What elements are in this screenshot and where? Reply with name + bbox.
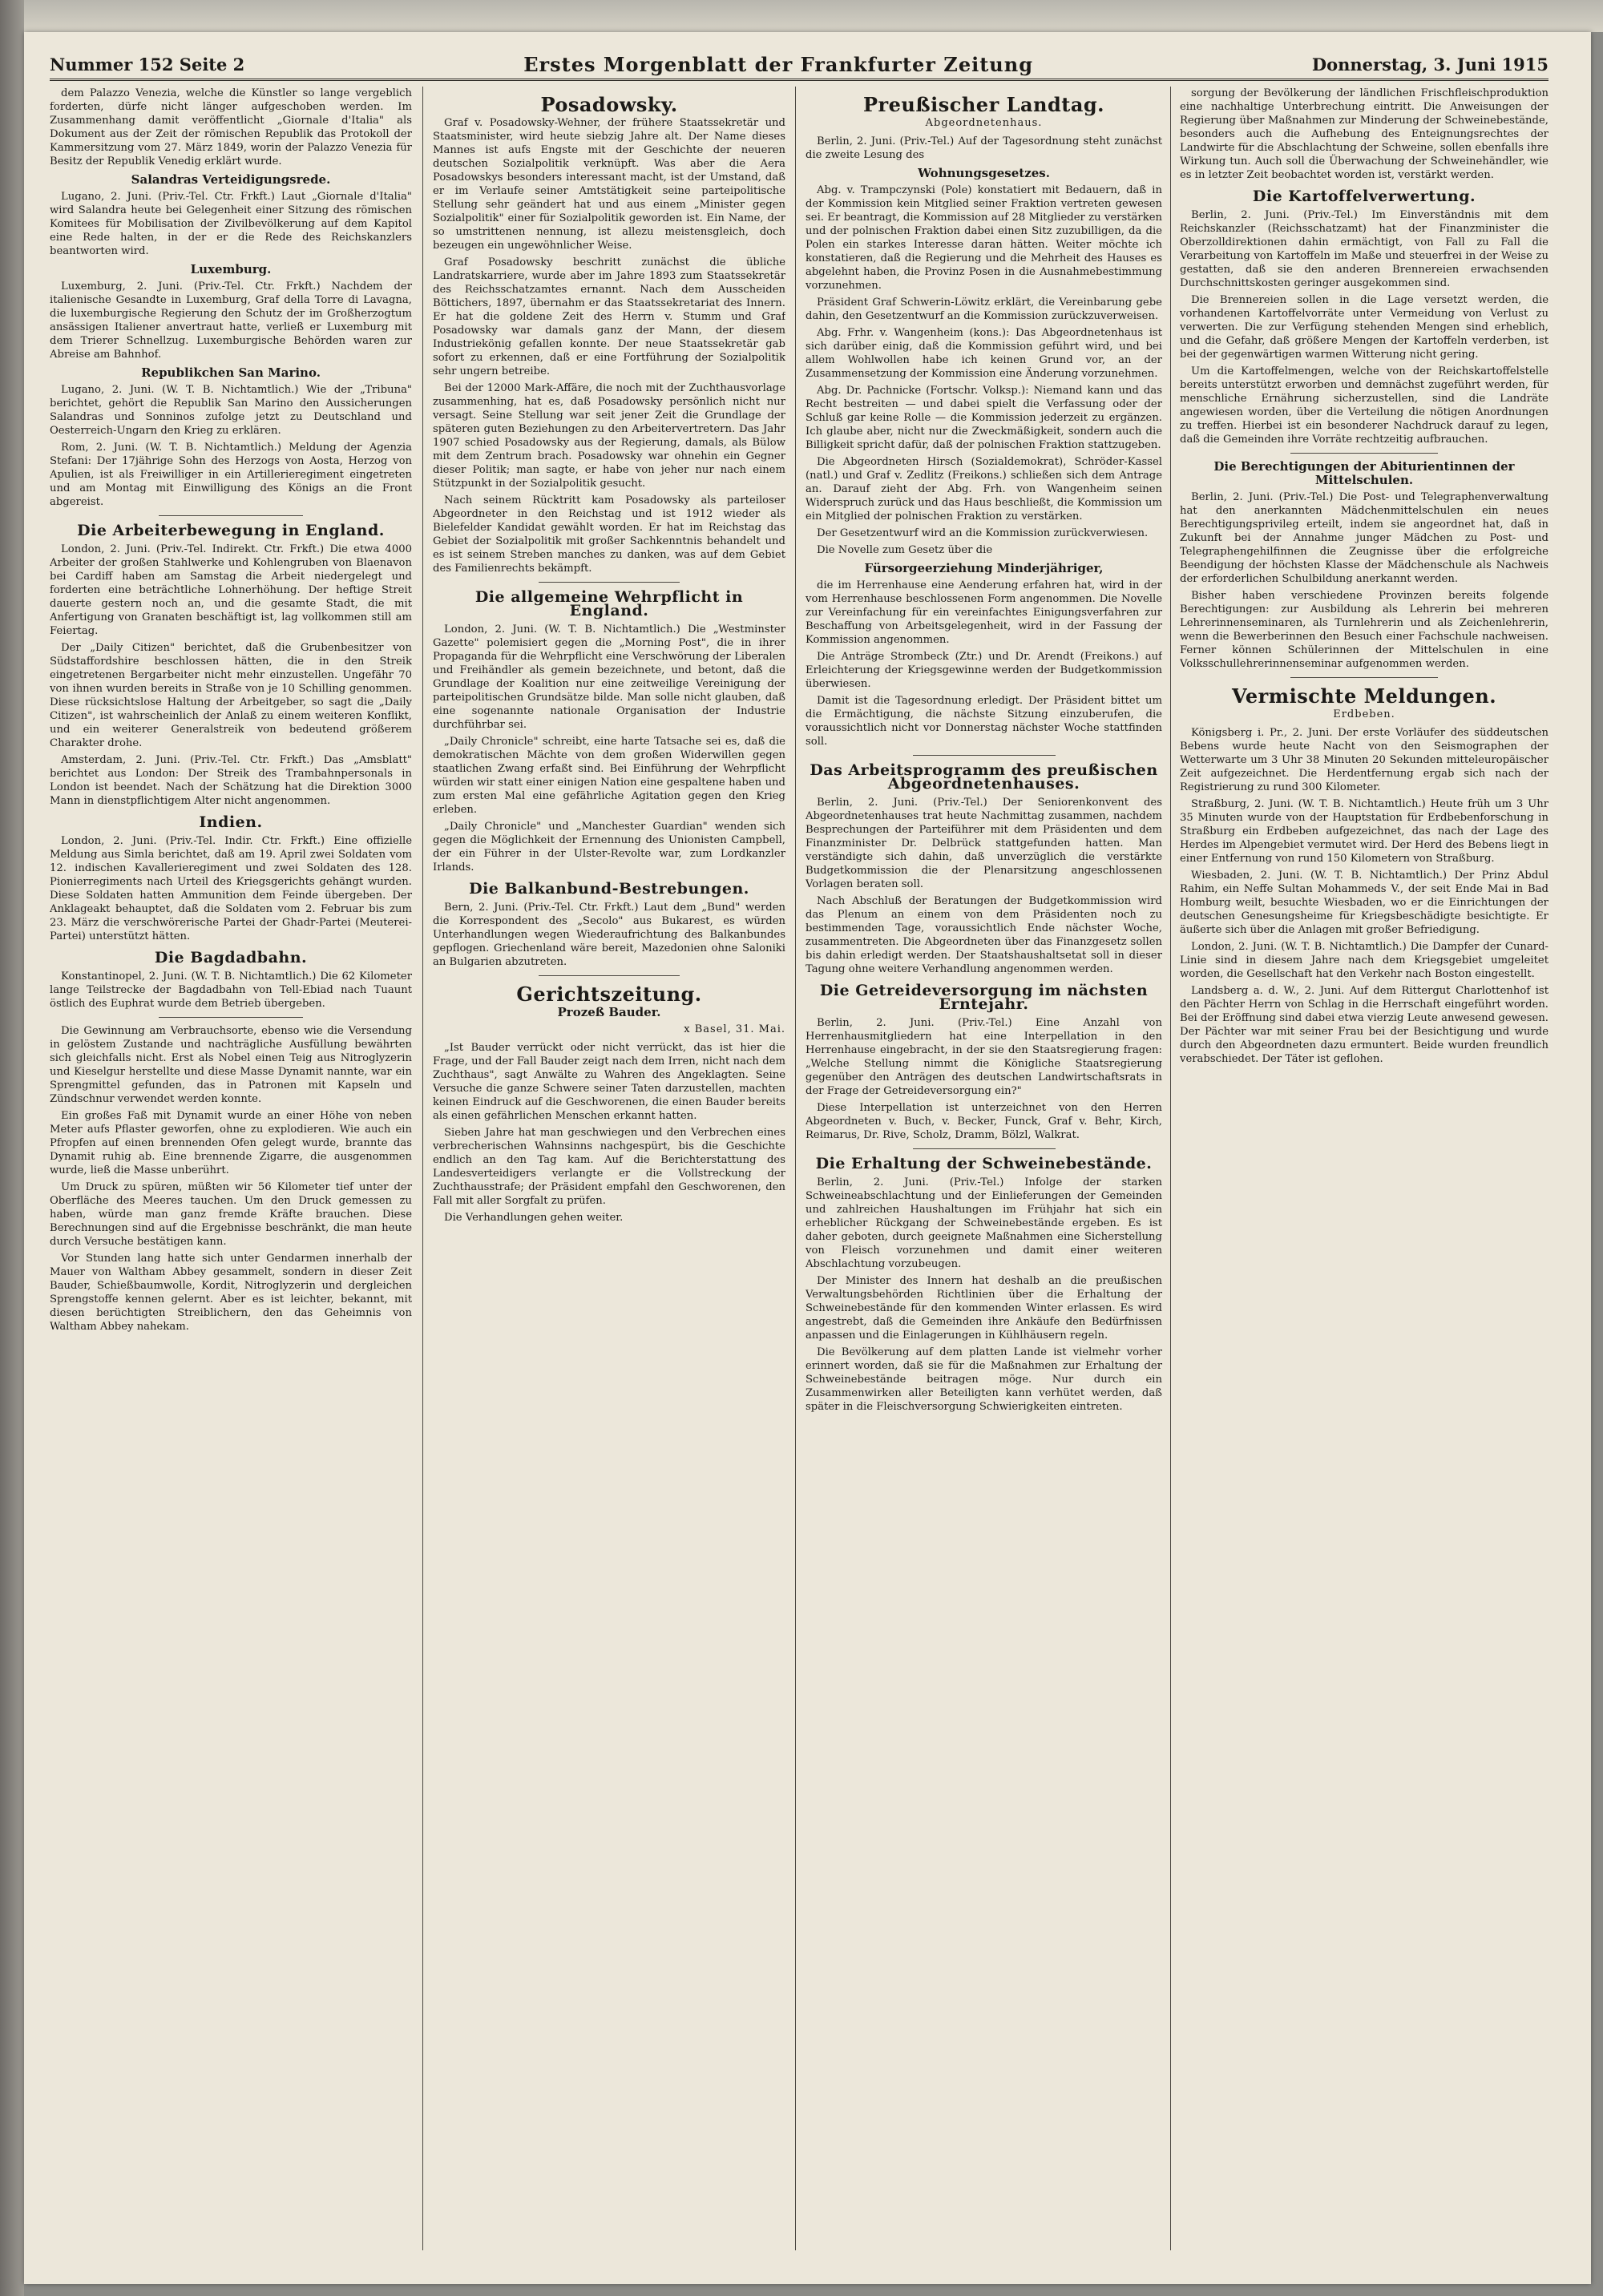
article-text: Berlin, 2. Juni. (Priv.-Tel.) Die Post- und Telegraphenverwaltung hat den anerkannten Mädchenmittelschulen ein neues Berechtigungsprivileg erteilt, indem sie angeordnet hat, daß in Zukunft bei der Annahme junger Mädchen zu Post- und Telegraphengehilfinnen die Zeugnisse über die erfolgreiche Beendigung der höchsten Klasse der Mädchenschule als Nachweis der erforderlichen Schulbildung anerkannt werden. [1180,491,1548,585]
article-text: Die Novelle zum Gesetz über die [817,544,993,556]
article-text: Der Gesetzentwurf wird an die Kommission zurückverwiesen. [817,527,1149,539]
article-text: Lugano, 2. Juni. (Priv.-Tel. Ctr. Frkft.) Laut „Giornale d'Italia" wird Salandra heute bei Gelegenheit einer Sitzung des römischen Komitees für Mobilisation der Zivilbevölkerung auf dem Kapitol eine Rede halten, in der er die Rede des Reichskanzlers beantworten wird. [50,191,412,257]
article-text: Bisher haben verschiedene Provinzen bereits folgende Berechtigungen: zur Ausbildung als Lehrerin bei mehreren Lehrerinnenseminaren, als Turnlehrerin und als Zeichenlehrerin, wenn die Bewerberinnen den Besuch einer Fachschule nachweisen. Ferner können Schülerinnen der Mittelschulen in eine Volksschullehrerinnenseminar aufgenommen werden. [1180,590,1548,670]
headline: Die Kartoffelverwertung. [1252,188,1476,205]
headline: Gerichtszeitung. [516,983,702,1006]
page-header [50,50,1548,81]
article-text: Damit ist die Tagesordnung erledigt. Der Präsident bittet um die Ermächtigung, die nächste Sitzung einzuberufen, die voraussichtlich nicht vor Donnerstag nächster Woche stattfinden soll. [806,695,1162,748]
headline: Die Berechtigungen der Abiturientinnen der Mittelschulen. [1213,459,1515,487]
headline: Die allgemeine Wehrpflicht in England. [474,588,744,619]
separator [1290,677,1438,678]
article-text: Rom, 2. Juni. (W. T. B. Nichtamtlich.) Meldung der Agenzia Stefani: Der 17jährige Sohn des Herzogs von Aosta, Herzog von Apulien, ist als Freiwilliger in ein Artillerieregiment eingetreten und am Montag mit Einwilligung des Königs an die Front abgereist. [50,442,412,508]
column-1 [50,87,412,2250]
article-text: Graf v. Posadowsky-Wehner, der frühere Staatssekretär und Staatsminister, wird heute siebzig Jahre alt. Der Name dieses Mannes ist aufs Engste mit der Geschichte der neueren deutschen Sozialpolitik verknüpft. Was aber die Aera Posadowskys besonders interessant macht, ist der Umstand, daß er im Verlaufe seiner Amtstätigkeit seine parteipolitische Stellung sehr geändert hat und aus einem „Minister gegen Sozialpolitik" einer für Sozialpolitik geworden ist. Ein Name, der so umstrittenen nennung, ist allezu meistensgleich, doch bezeugen ein ungewöhnlicher Weise. [433,117,785,252]
article-text: London, 2. Juni. (Priv.-Tel. Indir. Ctr. Frkft.) Eine offizielle Meldung aus Simla berichtet, daß am 19. April zwei Soldaten vom 12. indischen Kavallerieregiment und zwei Soldaten des 128. Pionierregiments nach Urteil des Kriegsgerichts gehängt wurden. Diese Soldaten hatten Ammunition dem Feinde übergeben. Der Anklageakt behauptet, daß die Soldaten vom 2. Februar bis zum 23. März die verschwörerische Partei der Ghadr-Partei (Meuterei-Partei) unterstützt hätten. [50,835,412,942]
dateline: x Basel, 31. Mai. [684,1023,785,1035]
column-rule-3 [1170,87,1171,2250]
article-text: London, 2. Juni. (W. T. B. Nichtamtlich.) Die Dampfer der Cunard-Linie sind in diesem Jahre nach dem Kriegsgebiet umgeleitet worden, die Gesellschaft hat den Verkehr nach Boston eingestellt. [1180,941,1548,980]
separator [1290,453,1438,454]
article-text: Um die Kartoffelmengen, welche von der Reichskartoffelstelle bereits unterstützt erworben und demnächst zugeführt werden, für menschliche Ernährung sicherzustellen, sind die Landräte angewiesen worden, über die Verteilung die nötigen Anordnungen zu treffen. Hierbei ist ein besonderer Nachdruck darauf zu legen, daß die Gemeinden ihre Vorräte rechtzeitig aufbrauchen. [1180,365,1548,446]
header-date: Donnerstag, 3. Juni 1915 [1311,54,1548,75]
article-text: Ein großes Faß mit Dynamit wurde an einer Höhe von neben Meter aufs Pflaster geworfen, ohne zu explodieren. Wie auch ein Pfropfen auf einen brennenden Ofen gelegt wurde, brannte das Dynamit ruhig ab. Eine brennende Zigarre, die ausgenommen wurde, ließ die Masse unberührt. [50,1110,412,1176]
article-text: Nach seinem Rücktritt kam Posadowsky als parteiloser Abgeordneter in den Reichstag und ist 1912 wieder als Bielefelder Kandidat gewählt worden. Er hat im Reichstag das Gebiet der Sozialpolitik mit großer Sachkenntnis behandelt und es ist seinem Streben manches zu danken, was auf dem Gebiet des Familienrechts bekämpft. [433,494,785,575]
article-text: Wiesbaden, 2. Juni. (W. T. B. Nichtamtlich.) Der Prinz Abdul Rahim, ein Neffe Sultan Mohammeds V., der seit Ende Mai in Bad Homburg weilt, besuchte Wiesbaden, wo er die Einrichtungen der deutschen Genesungsheime für Kriegsbeschädigte besichtigte. Er äußerte sich über die Anlagen mit großer Befriedigung. [1180,870,1548,936]
article-text: die im Herrenhause eine Aenderung erfahren hat, wird in der vom Herrenhause beschlossenen Form angenommen. Die Novelle zur Vereinfachung für ein vereinfachtes Einigungsverfahren zur Beschaffung von Arbeitsgelegenheit, wird in der Fassung der Kommission angenommen. [806,579,1162,646]
article-text: Luxemburg, 2. Juni. (Priv.-Tel. Ctr. Frkft.) Nachdem der italienische Gesandte in Luxemburg, Graf della Torre di Lavagna, die luxemburgische Regierung den Schutz der im Großherzogtum ansässigen Italiener anvertraut hatte, verließ er Luxemburg mit dem Trierer Schnellzug. Luxemburgische Behörden waren zur Abreise am Bahnhof. [50,280,412,361]
header-issue-page: Nummer 152 Seite 2 [50,54,245,75]
article-text: Diese Interpellation ist unterzeichnet von den Herren Abgeordneten v. Buch, v. Becker, Funck, Graf v. Behr, Kirch, Reimarus, Dr. Rive, Scholz, Dramm, Bölzl, Walkrat. [806,1102,1162,1141]
article-text: „Daily Chronicle" schreibt, eine harte Tatsache sei es, daß die demokratischen Mächte von dem großen Widerwillen gegen staatlichen Zwang erfaßt sind. Bei Einführung der Wehrpflicht würden wir statt einer einigen Nation eine gespaltene haben und zum ersten Mal eine gefährliche Agitation gegen den Krieg erleben. [433,736,785,816]
article-text: sorgung der Bevölkerung der ländlichen Frischfleischproduktion eine nachhaltige Unterbrechung eintritt. Die Anweisungen der Regierung über Maßnahmen zur Minderung der Schweinebestände, besonders auch die Aufhebung des Enteignungsrechtes der Landwirte für die Abschlachtung der Schweine, sollen ebenfalls ihre Wirkung tun. Auch soll die Überwachung der Schweinehändler, wie es in letzter Zeit beobachtet worden ist, verstärkt werden. [1180,87,1548,181]
headline: Indien. [199,813,263,831]
top-edge [0,0,1603,32]
headline: Die Arbeiterbewegung in England. [77,522,385,539]
headline: Vermischte Meldungen. [1231,684,1497,708]
article-text: Sieben Jahre hat man geschwiegen und den Verbrechen eines verbrecherischen Wahnsinns nachgespürt, bis die Geschichte endlich an den Tag kam. Auf die Berichterstattung des Landesverteidigers verlangte er die Vollstreckung der Zuchthausstrafe; der Präsident empfahl den Geschworenen, den Fall mit aller Sorgfalt zu prüfen. [433,1127,785,1207]
headline: Die Bagdadbahn. [154,949,308,966]
article-text: dem Palazzo Venezia, welche die Künstler so lange vergeblich forderten, dürfe nicht länger aufgeschoben werden. Im Zusammenhang damit veröffentlicht „Giornale d'Italia" als Dokument aus der Zeit der römischen Republik das Protokoll der Kammersitzung vom 27. März 1849, worin der Palazzo Venezia für Besitz der Republik Venedig erklärt wurde. [50,87,412,167]
separator [159,1017,304,1018]
article-text: Abg. v. Trampczynski (Pole) konstatiert mit Bedauern, daß in der Kommission kein Mitglied seiner Fraktion vertreten gewesen sei. Er beantragt, die Kommission auf 28 Mitglieder zu verstärken und der polnischen Fraktion dabei einen Sitz zuzubilligen, da die Polen ein starkes Interesse daran hätten. Weiter möchte ich konstatieren, daß die Regierung und die Mehrheit des Hauses es abgelehnt haben, die Provinz Posen in die Ausnahmebestimmung vorzunehmen. [806,184,1162,292]
article-text: Die Anträge Strombeck (Ztr.) und Dr. Arendt (Freikons.) auf Erleichterung der Kriegsgewinne werden der Budgetkommission überwiesen. [806,651,1162,690]
article-text: Nach Abschluß der Beratungen der Budgetkommission wird das Plenum an einem von dem Präsidenten noch zu bestimmenden Tage, voraussichtlich Ende nächster Woche, zusammentreten. Die Abgeordneten über das Finanzgesetz sollen bis dahin erledigt werden. Der Staatshaushaltsetat soll in dieser Tagung ohne weitere Verhandlung angenommen werden. [806,895,1162,975]
article-text: Amsterdam, 2. Juni. (Priv.-Tel. Ctr. Frkft.) Das „Amsblatt" berichtet aus London: Der Streik des Trambahnpersonals in London ist beendet. Nach der Schätzung hat die Direktion 3000 Mann in dienstpflichtigem Alter nicht angenommen. [50,754,412,807]
article-text: Vor Stunden lang hatte sich unter Gendarmen innerhalb der Mauer von Waltham Abbey gesammelt, sondern in dieser Zeit Bauder, Schießbaumwolle, Kordit, Nitroglyzerin und dergleichen Sprengstoffe kennen gelernt. Aber es ist leichter, bekannt, mit diesen berüchtigten Streiblichern, den das Geheimnis von Waltham Abbey nahekam. [50,1253,412,1333]
separator [913,1148,1056,1149]
article-text: „Ist Bauder verrückt oder nicht verrückt, das ist hier die Frage, und der Fall Bauder zeigt nach dem Irren, nicht nach dem Zuchthaus", sagt Anwälte zu Wahren des Angeklagten. Seine Versuche die ganze Schwere seiner Taten darzustellen, machten keinen Eindruck auf die Geschworenen, die einen Bauder bereits als einen gefährlichen Menschen erkannt hatten. [433,1042,785,1122]
article-text: Straßburg, 2. Juni. (W. T. B. Nichtamtlich.) Heute früh um 3 Uhr 35 Minuten wurde von der Hauptstation für Erdbebenforschung in Straßburg ein Erdbeben aufgezeichnet, das nach der Lage des Herdes im Alpengebiet vermutet wird. Der Herd des Bebens liegt in einer Entfernung von rund 150 Kilometern von Straßburg. [1180,798,1548,865]
headline: Die Balkanbund-Bestrebungen. [469,880,749,898]
separator [539,582,680,583]
article-text: Präsident Graf Schwerin-Löwitz erklärt, die Vereinbarung gebe dahin, den Gesetzentwurf an die Kommission zurückzuverweisen. [806,297,1162,322]
article-text: Berlin, 2. Juni. (Priv.-Tel.) Der Seniorenkonvent des Abgeordnetenhauses trat heute Nachmittag zusammen, nachdem Besprechungen der Parteiführer mit dem Präsidenten und dem Finanzminister Dr. Delbrück stattgefunden hatten. Man verständigte sich dahin, daß unverzüglich die verstärkte Budgetkommission die der Plenarsitzung angeschlossenen Vorlagen beraten soll. [806,797,1162,890]
article-text: Die Gewinnung am Verbrauchsorte, ebenso wie die Versendung in gelöstem Zustande und nachträgliche Ausfüllung bewährten sich gleichfalls nicht. Erst als Nobel einen Teig aus Nitroglyzerin und Kieselgur herstellte und diese Masse Dynamit nannte, war ein Sprengmittel gefunden, das in Patronen mit Kapseln und Zündschnur verwendet werden konnte. [50,1025,412,1105]
column-4 [1180,87,1548,2250]
column-2 [433,87,785,2250]
article-text: Berlin, 2. Juni. (Priv.-Tel.) Eine Anzahl von Herrenhausmitgliedern hat eine Interpellation in den Herrenhause eingebracht, in der sie den Staatsregierung fragen: „Welche Stellung nimmt die Königliche Staatsregierung gegenüber den Anträgen des deutschen Landwirtschaftsrats in der Frage der Getreideversorgung ein?" [806,1017,1162,1097]
headline: Das Arbeitsprogramm des preußischen Abgeordnetenhauses. [810,761,1158,793]
headline: Republikchen San Marino. [141,365,321,380]
article-text: Der Minister des Innern hat deshalb an die preußischen Verwaltungsbehörden Richtlinien über die Erhaltung der Schweinebestände für den kommenden Winter erlassen. Es wird angestrebt, daß die Gemeinden ihre Ankäufe den Bedürfnissen anpassen und die Einlagerungen in Kühlhäusern regeln. [806,1275,1162,1342]
column-rule-1 [422,87,423,2250]
separator [159,515,304,516]
article-text: Lugano, 2. Juni. (W. T. B. Nichtamtlich.) Wie der „Tribuna" berichtet, gehört die Republik San Marino den Aussicherungen Salandras und Sonninos zufolge jetzt zu Deutschland und Oesterreich-Ungarn den Krieg zu erklären. [50,384,412,437]
article-text: Die Abgeordneten Hirsch (Sozialdemokrat), Schröder-Kassel (natl.) und Graf v. Zedlitz (Freikons.) schließen sich dem Antrage an. Darauf zieht der Abg. Frh. von Wangenheim seinen Widerspruch zurück und das Haus beschließt, die Kommission um ein Mitglied der polnischen Fraktion zu verstärken. [806,456,1162,523]
article-text: Bern, 2. Juni. (Priv.-Tel. Ctr. Frkft.) Laut dem „Bund" werden die Korrespondent des „Secolo" aus Bukarest, es würden Unterhandlungen wegen Wiederaufrichtung des Balkanbundes gepflogen. Griechenland wäre bereit, Mazedonien ohne Saloniki an Bulgarien abzutreten. [433,902,785,968]
subheadline: Wohnungsgesetzes. [918,166,1050,180]
column-rule-2 [795,87,796,2250]
article-text: Graf Posadowsky beschritt zunächst die übliche Landratskarriere, wurde aber im Jahre 1893 zum Staatssekretär des Reichsschatzamtes ernannt. Nach dem Ausscheiden Böttichers, 1897, übernahm er das Staatssekretariat des Innern. Er hat die goldene Zeit des Herrn v. Stumm und Graf Posadowsky war damals ganz der Mann, der diesem Industriekönig gefallen konnte. Der neue Staatssekretär gab sofort zu erkennen, daß er eine Fortführung der Sozialpolitik sehr ungern betreibe. [433,256,785,377]
article-text: Berlin, 2. Juni. (Priv.-Tel.) Auf der Tagesordnung steht zunächst die zweite Lesung des [806,135,1162,161]
column-3 [806,87,1162,2250]
headline: Salandras Verteidigungsrede. [131,172,331,187]
article-text: Die Verhandlungen gehen weiter. [444,1212,624,1224]
article-text: Bei der 12000 Mark-Affäre, die noch mit der Zuchthausvorlage zusammenhing, hat es, daß Posadowsky persönlich nicht nur versagt. Seine Stellung war seit jener Zeit die Grundlage der späteren guten Beziehungen zu den Arbeitervertretern. Das Jahr 1907 schied Posadowsky aus der Regierung, damals, als Bülow mit dem Zentrum brach. Posadowsky war ohnehin ein Gegner dieser Politik; man sagte, er habe von jeher nur nach einem Stützpunkt in der Sozialpolitik gesucht. [433,382,785,490]
separator [539,975,680,976]
article-text: Landsberg a. d. W., 2. Juni. Auf dem Rittergut Charlottenhof ist den Pächter Herrn von Schlag in die Herrschaft eingeführt worden. Bei der Eröffnung sind dabei etwa vierzig Leute anwesend gewesen. Der Pächter war mit seiner Frau bei der Besichtigung und wurde durch den Abgeordneten dazu ermuntert. Beide wurden freundlich verabschiedet. Der Täter ist geflohen. [1180,985,1548,1065]
article-text: Abg. Dr. Pachnicke (Fortschr. Volksp.): Niemand kann und das Recht bestreiten — und dabei spielt die Verfassung oder der Schluß gar keine Rolle — die Kommission jederzeit zu ergänzen. Ich glaube aber, nicht nur die Zweckmäßigkeit, sondern auch die Billigkeit spricht dafür, daß der polnischen Fraktion stattzugeben. [806,385,1162,451]
article-text: London, 2. Juni. (W. T. B. Nichtamtlich.) Die „Westminster Gazette" polemisiert gegen die „Morning Post", die in ihrer Propaganda für die Wehrpflicht eine Verschwörung der Liberalen und Freihändler als gemein bezeichnete, und betont, daß die Grundlage der Koalition nur eine zeitweilige Vereinigung der parteipolitischen Grundsätze bilde. Man solle nicht glauben, daß eine sogenannte nationale Organisation der Industrie durchführbar sei. [433,623,785,731]
subheadline: Fürsorgeerziehung Minderjähriger, [864,561,1104,575]
article-text: Die Brennereien sollen in die Lage versetzt werden, die vorhandenen Kartoffelvorräte unter Vermeidung von Verlust zu verwerten. Die zur Verfügung stehenden Mengen sind erheblich, und die Gefahr, daß größere Mengen der Kartoffeln verderben, ist bei der gegenwärtigen warmen Witterung nicht gering. [1180,294,1548,361]
binding-edge [0,0,24,2296]
header-masthead: Erstes Morgenblatt der Frankfurter Zeitung [523,52,1033,76]
subheadline: Erdbeben. [1333,708,1395,720]
separator [913,755,1056,756]
article-text: Königsberg i. Pr., 2. Juni. Der erste Vorläufer des süddeutschen Bebens wurde heute Nacht von den Seismographen der Wetterwarte um 3 Uhr 38 Minuten 20 Sekunden mitteleuropäischer Zeit aufgezeichnet. Die Herdentfernung ergab sich nach der Registrierung zu rund 300 Kilometer. [1180,727,1548,793]
article-text: „Daily Chronicle" und „Manchester Guardian" wenden sich gegen die Möglichkeit der Ernennung des Unionisten Campbell, der ein Führer in der Ulster-Revolte war, zum Lordkanzler Irlands. [433,821,785,874]
article-text: Um Druck zu spüren, müßten wir 56 Kilometer tief unter der Oberfläche des Meeres tauchen. Um den Druck gemessen zu haben, würde man ganz fremde Kräfte brauchen. Diese Berechnungen sind auf die Ergebnisse beschränkt, die man heute durch Versuche bestätigen kann. [50,1181,412,1248]
subheadline: Prozeß Bauder. [557,1005,661,1019]
article-text: Die Bevölkerung auf dem platten Lande ist vielmehr vorher erinnert worden, daß sie für die Maßnahmen zur Erhaltung der Schweinebestände beitragen möge. Nur durch ein Zusammenwirken aller Beteiligten kann verhütet werden, daß später in die Fleischversorgung Schwierigkeiten eintreten. [806,1346,1162,1413]
headline: Preußischer Landtag. [862,93,1105,116]
headline: Die Getreideversorgung im nächsten Erntejahr. [819,982,1149,1013]
article-text: Berlin, 2. Juni. (Priv.-Tel.) Infolge der starken Schweineabschlachtung und der Einlieferungen der Gemeinden und zahlreichen Haushaltungen im Frühjahr hat sich ein erheblicher Rückgang der Schweinebestände ergeben. Es ist daher geboten, durch geeignete Maßnahmen eine Sicherstellung von Fleisch vorzunehmen und damit einer weiteren Abschlachtung vorzubeugen. [806,1176,1162,1270]
subheadline: Abgeordnetenhaus. [925,117,1043,129]
article-text: Konstantinopel, 2. Juni. (W. T. B. Nichtamtlich.) Die 62 Kilometer lange Teilstrecke der Bagdadbahn von Tell-Ebiad nach Tuaunt östlich des Euphrat wurde dem Betrieb übergeben. [50,970,412,1010]
article-text: London, 2. Juni. (Priv.-Tel. Indirekt. Ctr. Frkft.) Die etwa 4000 Arbeiter der großen Stahlwerke und Kohlengruben von Blaenavon bei Cardiff haben am Samstag die Arbeit niedergelegt und forderten eine beträchtliche Lohnerhöhung. Der heftige Streit dauerte gestern noch an, und die gesamte Stadt, die mit Anfertigung von Granaten beschäftigt ist, lag vollkommen still am Feiertag. [50,543,412,637]
headline: Luxemburg. [190,262,272,276]
article-text: Der „Daily Citizen" berichtet, daß die Grubenbesitzer von Südstaffordshire beschlossen hätten, die in den Streik eingetretenen Bergarbeiter nicht mehr einzustellen. Ungefähr 70 von ihnen wurden bereits in Straße von je 10 Schilling genommen. Diese rücksichtslose Haltung der Arbeitgeber, so sagt die „Daily Citizen", ist wahrscheinlich der Anlaß zu einem weiteren Konflikt, und ein weiterer Generalstreik von bedeutend größerem Charakter drohe. [50,642,412,749]
article-text: Berlin, 2. Juni. (Priv.-Tel.) Im Einverständnis mit dem Reichskanzler (Reichsschatzamt) hat der Finanzminister die Oberzolldirektionen dahin ermächtigt, von Fall zu Fall die Verarbeitung von Kartoffeln im Maße und steuerfrei in der Weise zu gestatten, daß sie den anderen Brennereien erwachsenden Durchschnittskosten geringer ausgekommen sind. [1180,209,1548,289]
headline: Die Erhaltung der Schweinebestände. [815,1155,1153,1172]
article-text: Abg. Frhr. v. Wangenheim (kons.): Das Abgeordnetenhaus ist sich darüber einig, daß die Kommission geführt wird, und bei allem Wohlwollen habe ich keinen Grund vor, an der Zusammensetzung der Kommission eine Änderung vorzunehmen. [806,327,1162,380]
headline: Posadowsky. [540,93,678,116]
